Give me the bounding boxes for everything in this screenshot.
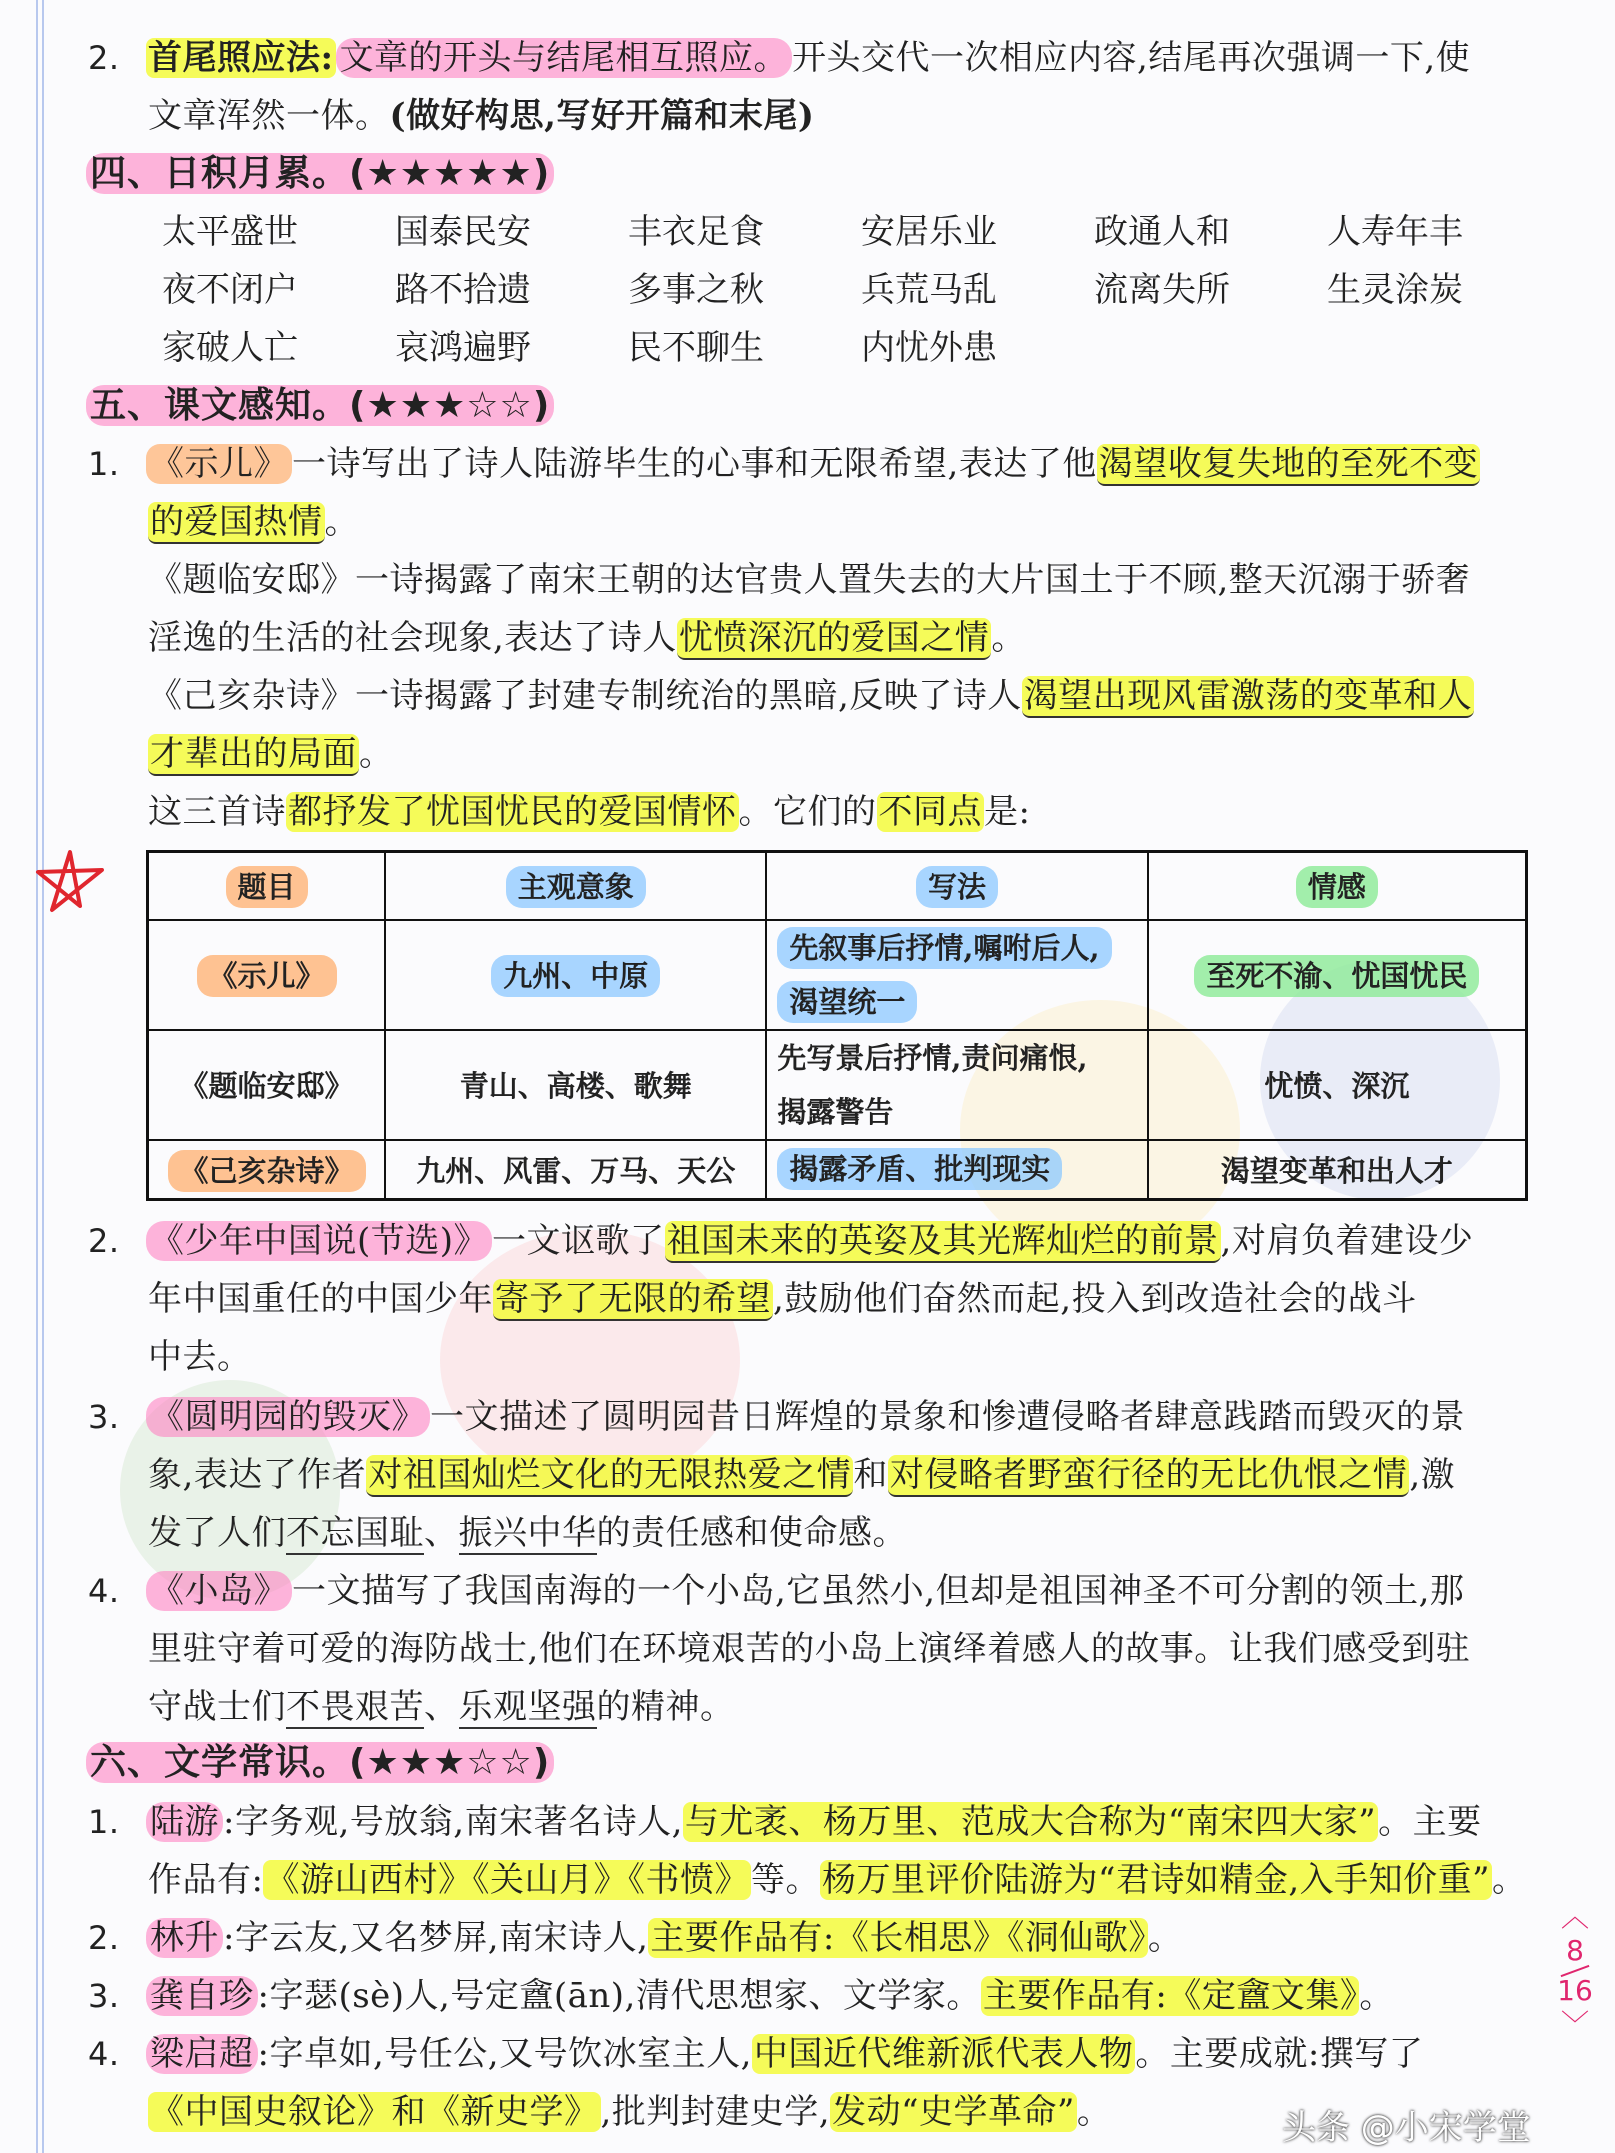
idiom: 夜不闭户	[162, 270, 298, 310]
section-title: 五、课文感知。(★★★☆☆)	[86, 385, 554, 426]
idiom: 多事之秋	[628, 270, 764, 310]
highlight-phrase: 杨万里评价陆游为“君诗如精金,入手知价重”	[821, 1860, 1491, 1900]
item-text: 的精神。	[596, 1687, 735, 1727]
item-note: (做好构思,写好开篇和末尾)	[389, 96, 815, 136]
chevron-down-icon[interactable]: ﹀	[1560, 2008, 1589, 2041]
idiom: 人寿年丰	[1327, 212, 1463, 252]
item-text: 。	[1359, 1976, 1394, 2016]
literature-item-1-line2	[148, 1852, 1528, 1908]
author-name: 梁启超	[146, 2034, 258, 2074]
idiom: 安居乐业	[861, 212, 997, 252]
table-cell	[385, 1030, 766, 1140]
item-text: 一诗揭露了南宋王朝的达官贵人置失去的大片国土于不顾,整天沉溺于骄奢	[355, 560, 1471, 600]
section-title: 六、文学常识。(★★★☆☆)	[86, 1742, 554, 1783]
table-row	[148, 1030, 1527, 1140]
item-number: 2.	[88, 1919, 120, 1957]
highlight-phrase: 与尤袤、杨万里、范成大合称为“南宋四大家”	[684, 1802, 1377, 1842]
idiom: 生灵涂炭	[1327, 270, 1463, 310]
text-item-1-line7	[148, 784, 1528, 840]
table-cell	[148, 1140, 386, 1200]
rhetoric-item-2-line2	[148, 88, 1528, 144]
text-item-1-line4	[148, 610, 1528, 666]
text-item-1-line6	[148, 726, 1528, 782]
item-text: 作品有:	[148, 1860, 264, 1900]
highlight-phrase: 才辈出的局面	[150, 734, 357, 774]
item-text: :字瑟(sè)人,号定盦(ān),清代思想家、文学家。	[257, 1976, 981, 2016]
section-title: 四、日积月累。(★★★★★)	[86, 153, 554, 194]
text-item-2-line3	[148, 1329, 1528, 1385]
text-item-1-line2	[148, 494, 1528, 550]
cell-title: 《示儿》	[197, 955, 337, 997]
cell-emotion: 忧愤、深沉	[1264, 1069, 1410, 1103]
cell-technique: 渴望统一	[777, 981, 917, 1023]
cell-imagery: 青山、高楼、歌舞	[459, 1069, 692, 1103]
item-text: 这三首诗	[148, 792, 286, 832]
header-label: 主观意象	[506, 866, 646, 908]
item-text: 。	[1076, 2092, 1112, 2132]
item-text: 中去。	[148, 1337, 252, 1377]
literature-item-1	[88, 1794, 1482, 1850]
item-text: :字云友,又名梦屏,南宋诗人,	[223, 1918, 649, 1958]
item-text: ,激	[1409, 1455, 1456, 1495]
poem-title: 《己亥杂诗》	[148, 676, 355, 716]
idiom: 路不拾遗	[395, 270, 531, 310]
item-number: 4.	[88, 2035, 120, 2073]
table-header-cell	[1148, 852, 1527, 920]
item-text: 。	[359, 734, 394, 774]
table-row	[148, 1140, 1527, 1200]
item-text: 一诗揭露了封建专制统治的黑暗,反映了诗人	[355, 676, 1022, 716]
author-name: 陆游	[146, 1802, 223, 1842]
current-page: 8	[1566, 1934, 1584, 1967]
author-name: 林升	[146, 1918, 223, 1958]
header-label: 题目	[226, 866, 308, 908]
item-text: 。	[1492, 1860, 1527, 1900]
page-indicator[interactable]	[1555, 1900, 1595, 2042]
item-text: 文章浑然一体。	[148, 96, 390, 136]
literature-item-4	[88, 2026, 1468, 2082]
text-item-3-line2	[148, 1447, 1528, 1503]
table-row	[148, 920, 1527, 1030]
table-header-cell	[148, 852, 386, 920]
highlight-phrase: 发动“史学革命”	[832, 2092, 1075, 2132]
cell-imagery: 九州、风雷、万马、天公	[416, 1153, 736, 1188]
highlight-phrase: 忧愤深沉的爱国之情	[678, 618, 990, 658]
table-cell	[148, 920, 386, 1030]
header-label: 情感	[1296, 866, 1378, 908]
table-header-row	[148, 852, 1527, 920]
highlight-phrase: 寄予了无限的希望	[495, 1279, 771, 1319]
cell-title: 《题临安邸》	[179, 1069, 354, 1103]
literature-item-2	[88, 1910, 1468, 1966]
item-text: 一诗写出了诗人陆游毕生的心事和无限希望,表达了他	[292, 444, 1097, 484]
item-number: 1.	[88, 1803, 120, 1841]
item-number: 3.	[88, 1977, 120, 2015]
underlined-phrase: 不畏艰苦	[286, 1687, 424, 1727]
highlight-phrase: 不同点	[878, 792, 982, 832]
cell-emotion: 至死不渝、忧国忧民	[1194, 955, 1479, 997]
item-number: 3.	[88, 1398, 120, 1436]
literature-item-3	[88, 1968, 1468, 2024]
item-text: 。	[991, 618, 1026, 658]
item-text: 开头交代一次相应内容,结尾再次强调一下,使	[792, 38, 1471, 78]
table-cell	[766, 1030, 1147, 1140]
cell-imagery: 九州、中原	[491, 955, 660, 997]
table-cell	[385, 1140, 766, 1200]
text-item-2-line2	[148, 1271, 1528, 1327]
idiom: 国泰民安	[395, 212, 531, 252]
text-item-3	[88, 1389, 1468, 1445]
text-item-1-line5	[148, 668, 1528, 724]
section-heading-4	[86, 145, 554, 203]
text-item-4-line3	[148, 1679, 1528, 1735]
item-number: 2.	[88, 39, 120, 77]
rhetoric-item-2	[88, 30, 1471, 86]
section-heading-5	[86, 377, 554, 435]
essay-title: 《圆明园的毁灭》	[146, 1397, 430, 1437]
cell-technique: 揭露警告	[777, 1094, 894, 1129]
idiom: 太平盛世	[162, 212, 298, 252]
item-text: 淫逸的生活的社会现象,表达了诗人	[148, 618, 677, 658]
text-item-4-line2	[148, 1621, 1528, 1677]
idiom: 政通人和	[1094, 212, 1230, 252]
highlight-definition: 文章的开头与结尾相互照应。	[336, 38, 793, 78]
highlight-phrase: 祖国未来的英姿及其光辉灿烂的前景	[666, 1221, 1219, 1261]
item-text: 。	[324, 502, 359, 542]
highlight-phrase: 都抒发了忧国忧民的爱国情怀	[288, 792, 737, 832]
table-cell	[1148, 1140, 1527, 1200]
idiom: 家破人亡	[162, 328, 298, 368]
table-cell	[766, 1140, 1147, 1200]
cell-emotion: 渴望变革和出人才	[1220, 1153, 1453, 1188]
highlight-phrase: 渴望出现风雷激荡的变革和人	[1023, 676, 1473, 716]
cell-technique: 先写景后抒情,责问痛恨,	[777, 1040, 1088, 1075]
item-text: 守战士们	[148, 1687, 286, 1727]
item-text: 的责任感和使命感。	[596, 1513, 907, 1553]
idiom: 民不聊生	[628, 328, 764, 368]
table-header-cell	[766, 852, 1147, 920]
item-text: 、	[424, 1513, 459, 1553]
text-item-1	[88, 436, 1479, 492]
idiom: 兵荒马乱	[861, 270, 997, 310]
comparison-table	[146, 850, 1528, 1201]
underlined-phrase: 不忘国耻	[286, 1513, 424, 1553]
underlined-phrase: 振兴中华	[458, 1513, 597, 1553]
highlight-phrase: 中国近代维新派代表人物	[753, 2034, 1134, 2074]
item-text: 。它们的	[738, 792, 877, 832]
highlight-phrase: 《游山西村》《关山月》《书愤》	[265, 1860, 749, 1900]
highlight-phrase: 《中国史叙论》和《新史学》	[150, 2092, 599, 2132]
highlight-term: 首尾照应法:	[148, 38, 334, 78]
item-text: :字务观,号放翁,南宋著名诗人,	[223, 1802, 683, 1842]
item-text: 和	[853, 1455, 888, 1495]
highlight-phrase: 主要作品有:《定盦文集》	[982, 1976, 1358, 2016]
item-text: 是:	[984, 792, 1031, 832]
idiom: 丰衣足食	[628, 212, 764, 252]
cell-technique: 先叙事后抒情,嘱咐后人,	[777, 927, 1111, 969]
chevron-up-icon[interactable]: ︿	[1560, 1900, 1589, 1933]
highlight-phrase: 主要作品有:《长相思》《洞仙歌》	[650, 1918, 1146, 1958]
item-text: ,对肩负着建设少	[1220, 1221, 1474, 1261]
item-text: 一文讴歌了	[492, 1221, 665, 1261]
item-text: 发了人们	[148, 1513, 286, 1553]
text-item-4	[88, 1563, 1468, 1619]
total-pages: 16	[1557, 1974, 1593, 2007]
item-number: 1.	[88, 445, 120, 483]
item-text: 。主要	[1378, 1802, 1482, 1842]
cell-technique: 揭露矛盾、批判现实	[777, 1148, 1062, 1190]
highlight-phrase: 对祖国灿烂文化的无限热爱之情	[368, 1455, 852, 1495]
highlight-phrase: 的爱国热情	[150, 502, 323, 542]
essay-title: 《小岛》	[146, 1571, 292, 1611]
item-text: 里驻守着可爱的海防战士,他们在环境艰苦的小岛上演绎着感人的故事。让我们感受到驻	[148, 1629, 1471, 1669]
item-text: 年中国重任的中国少年	[148, 1279, 493, 1319]
author-name: 龚自珍	[146, 1976, 258, 2016]
item-text: ,鼓励他们奋然而起,投入到改造社会的战斗	[773, 1279, 1417, 1319]
text-item-1-line3	[148, 552, 1528, 608]
item-number: 4.	[88, 1572, 120, 1610]
item-text: 一文描述了圆明园昔日辉煌的景象和惨遭侵略者肆意践踏而毁灭的景	[430, 1397, 1465, 1437]
highlight-phrase: 对侵略者野蛮行径的无比仇恨之情	[889, 1455, 1408, 1495]
text-item-2	[88, 1213, 1474, 1269]
item-text: :字卓如,号任公,又号饮冰室主人,	[257, 2034, 752, 2074]
item-text: 、	[424, 1687, 459, 1727]
item-number: 2.	[88, 1222, 120, 1260]
table-header-cell	[385, 852, 766, 920]
table-cell	[385, 920, 766, 1030]
idiom: 内忧外患	[861, 328, 997, 368]
idiom: 哀鸿遍野	[395, 328, 531, 368]
table-cell	[1148, 1030, 1527, 1140]
poem-title: 《示儿》	[146, 444, 292, 484]
poem-title: 《题临安邸》	[148, 560, 355, 600]
table-cell	[1148, 920, 1527, 1030]
item-text: 。	[1147, 1918, 1183, 1958]
text-item-3-line3	[148, 1505, 1528, 1561]
item-text: ,批判封建史学,	[600, 2092, 831, 2132]
table-cell	[766, 920, 1147, 1030]
item-text: 象,表达了作者	[148, 1455, 367, 1495]
idiom: 流离失所	[1094, 270, 1230, 310]
item-text: 等。	[750, 1860, 820, 1900]
cell-title: 《己亥杂诗》	[168, 1150, 366, 1192]
table-cell	[148, 1030, 386, 1140]
item-text: 。主要成就:撰写了	[1135, 2034, 1424, 2074]
section-heading-6	[86, 1734, 554, 1792]
watermark: 头条 @小宋学堂	[1282, 2108, 1531, 2148]
essay-title: 《少年中国说(节选)》	[146, 1221, 492, 1261]
underlined-phrase: 乐观坚强	[458, 1687, 597, 1727]
header-label: 写法	[916, 866, 998, 908]
highlight-phrase: 渴望收复失地的至死不变	[1098, 444, 1479, 484]
star-annotation-icon	[30, 848, 110, 918]
item-text: 一文描写了我国南海的一个小岛,它虽然小,但却是祖国神圣不可分割的领土,那	[292, 1571, 1465, 1611]
